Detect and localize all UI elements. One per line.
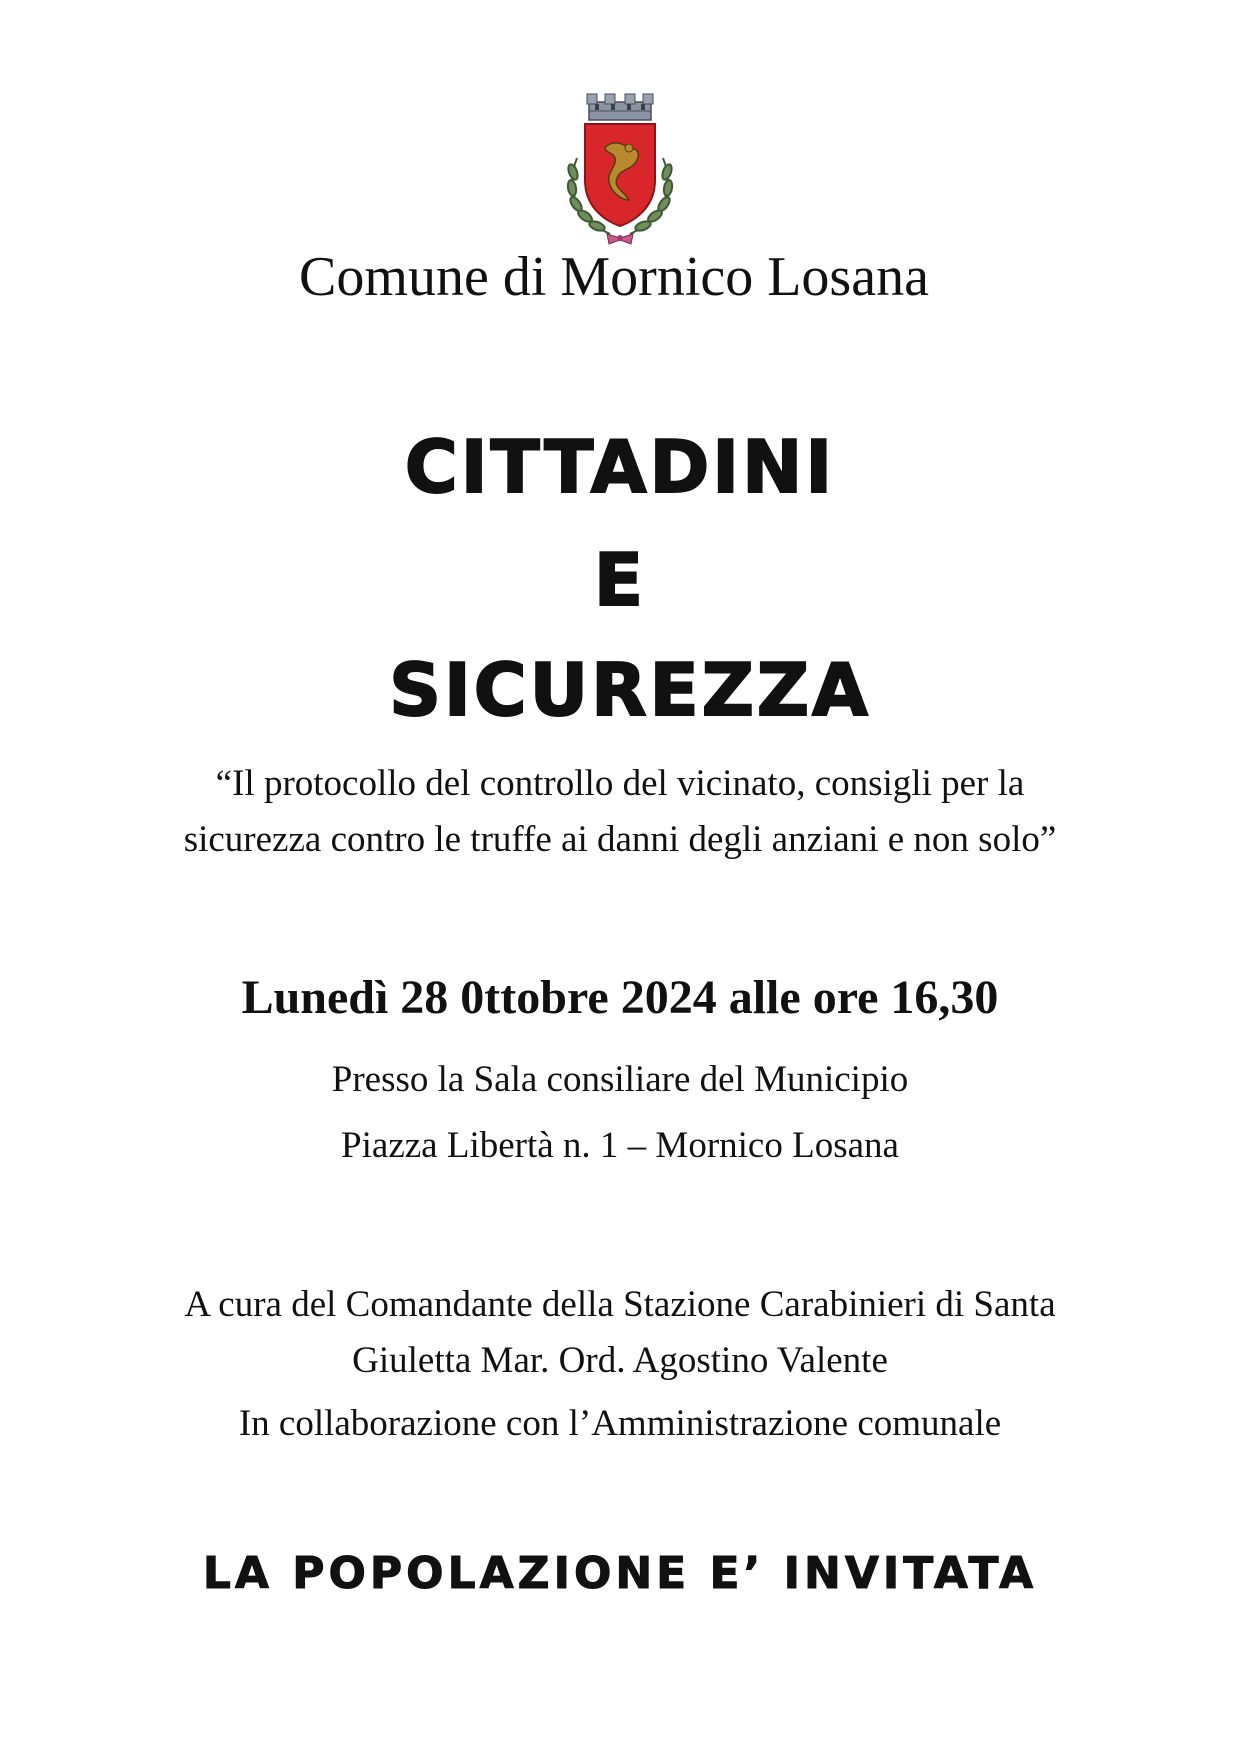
event-date: Lunedì 28 0ttobre 2024 alle ore 16,30	[241, 971, 999, 1024]
event-address: Piazza Libertà n. 1 – Mornico Losana	[341, 1125, 899, 1166]
coat-of-arms-icon	[555, 88, 685, 248]
event-venue: Presso la Sala consiliare del Municipio	[331, 1059, 909, 1100]
ribbon-bow-icon	[607, 234, 633, 244]
municipality-name: Comune di Mornico Losana	[299, 246, 929, 308]
red-shield-icon	[585, 124, 655, 226]
title-line-1: CITTADINI	[404, 425, 836, 509]
subtitle-line-2: sicurezza contro le truffe ai danni degli anziani e non solo”	[183, 819, 1057, 860]
invitation-banner: LA POPOLAZIONE E’ INVITATA	[202, 1548, 1038, 1599]
title-line-3: SICUREZZA	[389, 648, 871, 732]
event-subtitle	[0, 756, 1240, 868]
organizer-line-1: A cura del Comandante della Stazione Carabinieri di Santa	[184, 1284, 1056, 1325]
organizer-credit	[0, 1277, 1240, 1389]
subtitle-line-1: “Il protocollo del controllo del vicinato, consigli per la	[215, 763, 1025, 804]
mural-crown-icon	[587, 94, 653, 120]
title-line-2: E	[593, 538, 647, 622]
collaboration-note: In collaborazione con l’Amministrazione comunale	[238, 1403, 1002, 1444]
organizer-line-2: Giuletta Mar. Ord. Agostino Valente	[352, 1340, 888, 1381]
